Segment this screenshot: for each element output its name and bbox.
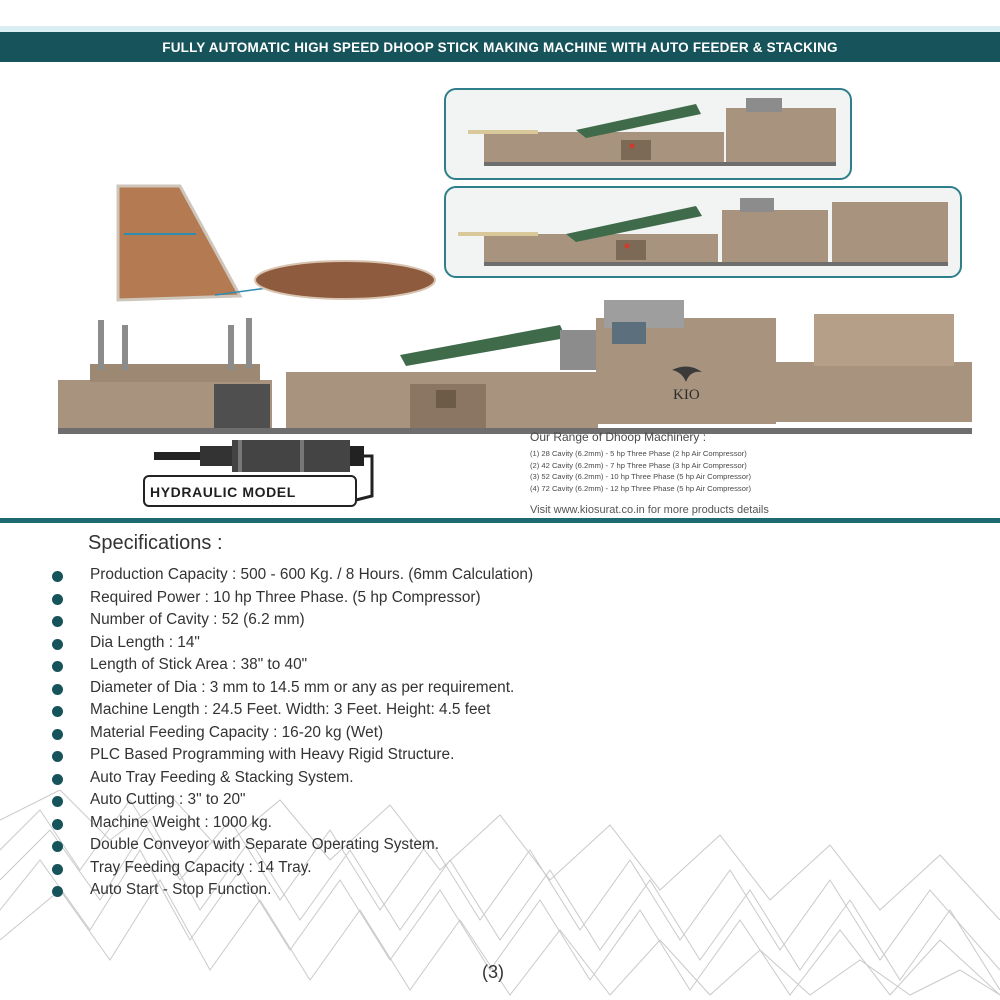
hydraulic-cylinder-icon [154,452,200,460]
range-title: Our Range of Dhoop Machinery : [530,430,707,444]
machinery-range-box [530,430,910,516]
bullet-icon [52,751,63,762]
kio-brand-text: KIO [673,387,700,403]
list-item [52,834,533,857]
list-item [52,767,533,790]
hydraulic-model-label: HYDRAULIC MODEL [150,484,296,500]
list-item [52,722,533,745]
list-item [52,654,533,677]
section-divider [0,518,1000,523]
bullet-icon [52,706,63,717]
page-number: (3) [482,962,504,982]
bullet-icon [52,796,63,807]
spec-text: Number of Cavity : 52 (6.2 mm) [90,611,305,628]
specifications-list [52,564,533,902]
range-item: (1) 28 Cavity (6.2mm) - 5 hp Three Phase (2 hp Air Compressor) [530,449,747,458]
bullet-icon [52,819,63,830]
list-item [52,609,533,632]
spec-text: Machine Weight : 1000 kg. [90,813,272,831]
bullet-icon [52,684,63,695]
range-item: (3) 52 Cavity (6.2mm) - 10 hp Three Phase (5 hp Air Compressor) [530,472,752,482]
list-item [52,879,533,902]
list-item [52,744,533,767]
list-item [52,677,533,700]
spec-text: Dia Length : 14" [90,633,200,651]
range-item: (2) 42 Cavity (6.2mm) - 7 hp Three Phase (3 hp Air Compressor) [530,460,747,470]
specifications-title: Specifications : [88,532,223,554]
list-item [52,699,533,722]
bullet-icon [52,729,63,740]
website-link[interactable]: Visit www.kiosurat.co.in for more products details [530,504,769,517]
bullet-icon [52,639,63,650]
spec-text: Double Conveyor with Separate Operating System. [90,836,440,853]
spec-text: Length of Stick Area : 38" to 40" [90,656,308,673]
list-item [52,812,533,835]
bullet-icon [52,774,63,785]
bullet-icon [52,864,63,875]
bullet-icon [52,661,63,672]
spec-text: Required Power : 10 hp Three Phase. (5 hp Compressor) [90,588,481,606]
spec-text: Diameter of Dia : 3 mm to 14.5 mm or any as per requirement. [90,678,515,696]
bullet-icon [52,594,63,605]
bullet-icon [52,571,63,582]
spec-text: Tray Feeding Capacity : 14 Tray. [90,858,312,876]
spec-text: Material Feeding Capacity : 16-20 kg (Wet) [90,723,384,741]
list-item [52,789,533,812]
tray-graphic [118,186,240,300]
range-item: (4) 72 Cavity (6.2mm) - 12 hp Three Phase (5 hp Air Compressor) [530,483,752,493]
page-title: FULLY AUTOMATIC HIGH SPEED DHOOP STICK MAKING MACHINE WITH AUTO FEEDER & STACKING [162,39,838,55]
spec-text: Auto Cutting : 3" to 20" [90,791,246,808]
bullet-icon [52,886,63,897]
list-item [52,587,533,610]
bullet-icon [52,616,63,627]
spec-text: Production Capacity : 500 - 600 Kg. / 8 Hours. (6mm Calculation) [90,566,534,583]
list-item [52,632,533,655]
list-item [52,857,533,880]
spec-text: Auto Start - Stop Function. [90,881,272,898]
spec-text: Auto Tray Feeding & Stacking System. [90,768,354,786]
spec-text: PLC Based Programming with Heavy Rigid Structure. [90,746,455,763]
bullet-icon [52,841,63,852]
spec-text: Machine Length : 24.5 Feet. Width: 3 Feet. Height: 4.5 feet [90,701,491,718]
list-item [52,564,533,587]
